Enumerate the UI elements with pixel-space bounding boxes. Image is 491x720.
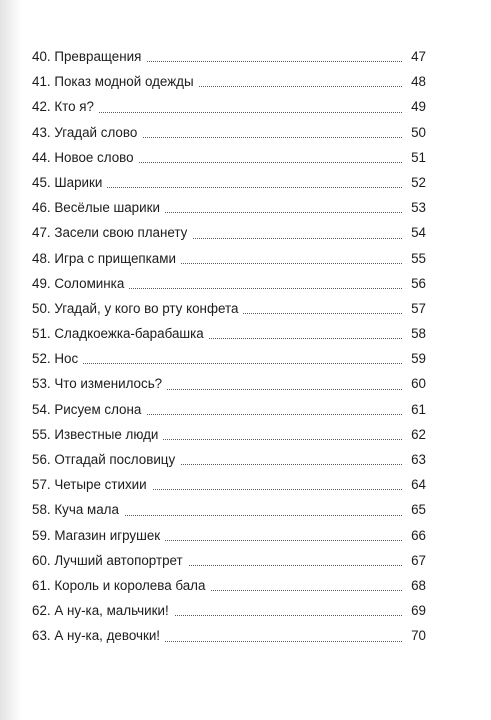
- toc-entry-number: 42.: [32, 99, 51, 115]
- toc-entry: [32, 195, 426, 220]
- toc-entry-title: Лучший автопортрет: [54, 552, 183, 568]
- toc-page-number: 58: [403, 321, 426, 346]
- toc-entry-title: Рисуем слона: [54, 401, 142, 417]
- toc-entry: [32, 523, 426, 548]
- toc-entry-number: 55.: [32, 426, 51, 442]
- toc-entry-title: Куча мала: [54, 502, 119, 518]
- toc-entry-title: Соломинка: [54, 275, 125, 291]
- toc-entry: [32, 321, 426, 346]
- toc-entry-title: Шарики: [54, 174, 103, 190]
- toc-entry-number: 41.: [32, 74, 51, 90]
- toc-entry-number: 51.: [32, 326, 51, 342]
- toc-title: [32, 628, 165, 643]
- toc-page-number: 56: [403, 271, 426, 296]
- toc-entry-title: Новое слово: [54, 149, 134, 165]
- toc-entry-title: Магазин игрушек: [54, 527, 161, 543]
- toc-entry-title: А ну-ка, девочки!: [54, 628, 161, 644]
- toc-title: [32, 99, 99, 114]
- toc-title: [32, 49, 146, 64]
- toc-page-number: 49: [403, 94, 426, 119]
- toc-entry-number: 44.: [32, 149, 51, 165]
- toc-entry: [32, 145, 426, 170]
- toc-entry-title: Игра с прищепками: [54, 250, 176, 266]
- toc-entry-number: 49.: [32, 275, 51, 291]
- toc-entry: [32, 120, 426, 145]
- spine-shadow: [0, 0, 22, 720]
- toc-page-number: 57: [403, 296, 426, 321]
- toc-page-number: 54: [403, 220, 426, 245]
- toc-entry-title: Известные люди: [54, 426, 159, 442]
- toc-entry: [32, 346, 426, 371]
- toc-entry-title: Король и королева бала: [54, 577, 206, 593]
- toc-entry-number: 58.: [32, 502, 51, 518]
- toc-entry: [32, 246, 426, 271]
- toc-entry-title: Угадай, у кого во рту конфета: [54, 300, 239, 316]
- toc-entry-number: 56.: [32, 452, 51, 467]
- dot-leader: [32, 363, 426, 364]
- toc-entry-number: 62.: [32, 603, 51, 619]
- toc-entry: [32, 44, 426, 69]
- table-of-contents: [32, 44, 426, 649]
- toc-page-number: 47: [403, 44, 426, 69]
- toc-title: [32, 74, 199, 89]
- toc-title: [32, 276, 129, 291]
- toc-entry: [32, 623, 426, 648]
- toc-page-number: 67: [403, 548, 426, 573]
- toc-entry: [32, 573, 426, 598]
- toc-entry-title: Кто я?: [54, 99, 95, 115]
- toc-entry-title: Весёлые шарики: [54, 200, 160, 216]
- toc-entry-title: Угадай слово: [54, 124, 138, 140]
- toc-page-number: 62: [403, 422, 426, 447]
- toc-title: [32, 528, 165, 543]
- toc-title: [32, 477, 152, 492]
- toc-entry-number: 60.: [32, 552, 51, 568]
- toc-page-number: 63: [403, 447, 426, 472]
- toc-title: [32, 376, 167, 391]
- toc-entry-number: 61.: [32, 577, 51, 593]
- toc-entry-title: Сладкоежка-барабашка: [54, 326, 204, 342]
- toc-page-number: 66: [403, 523, 426, 548]
- toc-title: [32, 200, 165, 215]
- toc-entry-title: А ну-ка, мальчики!: [54, 603, 169, 619]
- toc-title: [32, 553, 188, 568]
- toc-page-number: 48: [403, 69, 426, 94]
- toc-title: [32, 603, 174, 618]
- toc-entry: [32, 397, 426, 422]
- toc-entry-title: Засели свою планету: [54, 225, 188, 241]
- toc-entry-number: 53.: [32, 376, 51, 392]
- toc-title: [32, 301, 243, 316]
- toc-title: [32, 578, 210, 593]
- toc-title: [32, 326, 209, 341]
- toc-entry-number: 54.: [32, 401, 51, 417]
- toc-entry-number: 47.: [32, 225, 51, 241]
- toc-title: [32, 125, 142, 140]
- toc-entry: [32, 447, 426, 472]
- toc-entry-title: Что изменилось?: [54, 376, 163, 392]
- toc-entry-number: 43.: [32, 124, 51, 140]
- toc-entry-title: Показ модной одежды: [54, 74, 194, 90]
- toc-title: [32, 402, 146, 417]
- toc-entry-number: 45.: [32, 174, 51, 190]
- toc-page-number: 50: [403, 120, 426, 145]
- toc-page-number: 55: [403, 246, 426, 271]
- toc-entry-title: Отгадай пословицу: [54, 452, 176, 467]
- toc-page-number: 53: [403, 195, 426, 220]
- toc-entry: [32, 497, 426, 522]
- toc-page-number: 70: [403, 623, 426, 648]
- toc-entry-title: Четыре стихии: [54, 477, 147, 493]
- toc-page-number: 68: [403, 573, 426, 598]
- toc-title: [32, 251, 181, 266]
- toc-entry-title: Превращения: [54, 49, 142, 64]
- toc-entry: [32, 371, 426, 396]
- toc-title: [32, 175, 107, 190]
- toc-page-number: 52: [403, 170, 426, 195]
- toc-title: [32, 452, 180, 467]
- toc-title: [32, 427, 163, 442]
- toc-page-number: 60: [403, 371, 426, 396]
- toc-entry: [32, 271, 426, 296]
- toc-entry-number: 40.: [32, 49, 51, 64]
- toc-entry: [32, 296, 426, 321]
- toc-entry: [32, 472, 426, 497]
- toc-entry: [32, 548, 426, 573]
- toc-entry-number: 48.: [32, 250, 51, 266]
- toc-entry-number: 46.: [32, 200, 51, 216]
- toc-entry-title: Нос: [54, 351, 79, 367]
- toc-title: [32, 351, 83, 366]
- toc-entry-number: 50.: [32, 300, 51, 316]
- toc-entry: [32, 69, 426, 94]
- toc-title: [32, 150, 139, 165]
- toc-title: [32, 225, 192, 240]
- toc-entry: [32, 598, 426, 623]
- toc-page-number: 51: [403, 145, 426, 170]
- toc-entry-number: 63.: [32, 628, 51, 644]
- toc-page-number: 64: [403, 472, 426, 497]
- toc-entry: [32, 220, 426, 245]
- toc-page-number: 69: [403, 598, 426, 623]
- toc-entry: [32, 170, 426, 195]
- toc-entry-number: 57.: [32, 477, 51, 493]
- toc-entry-number: 52.: [32, 351, 51, 367]
- toc-entry: [32, 422, 426, 447]
- toc-page-number: 61: [403, 397, 426, 422]
- toc-entry: [32, 94, 426, 119]
- toc-page-number: 65: [403, 497, 426, 522]
- toc-title: [32, 502, 124, 517]
- toc-page-number: 59: [403, 346, 426, 371]
- toc-entry-number: 59.: [32, 527, 51, 543]
